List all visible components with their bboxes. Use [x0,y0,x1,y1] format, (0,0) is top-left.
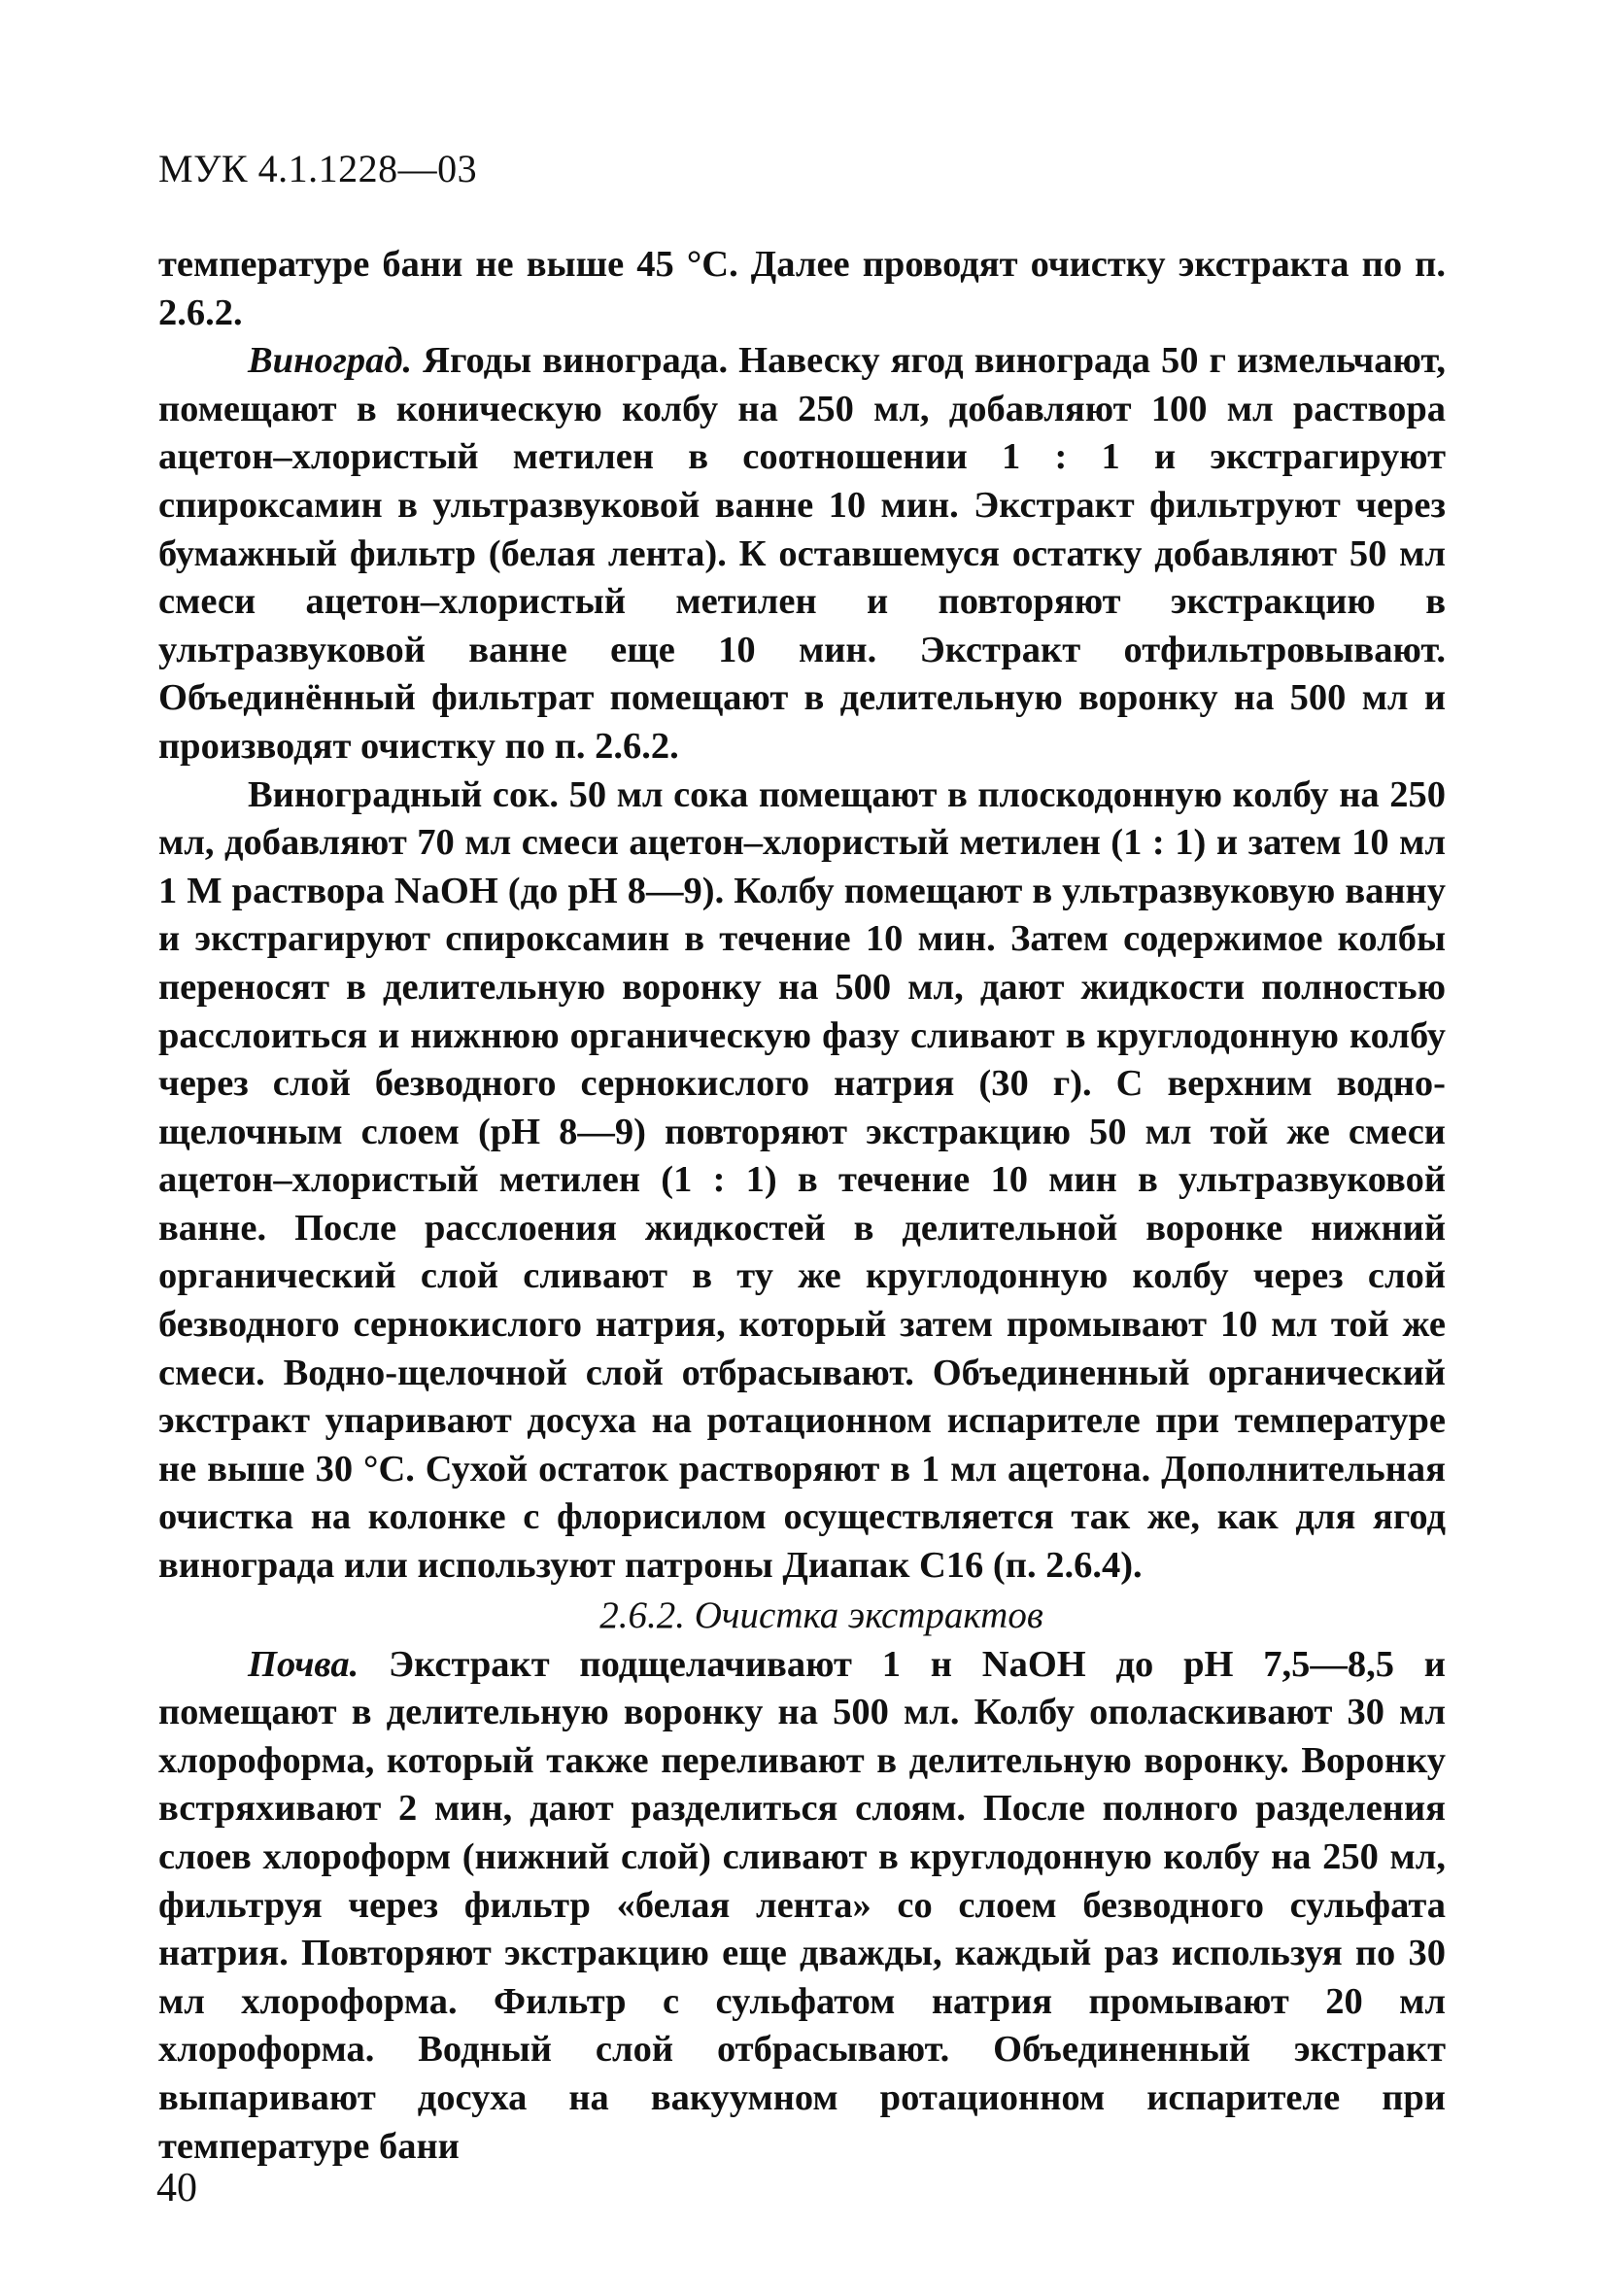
paragraph-text: Экстракт подщелачивают 1 н NaOH до pH 7,5—8,5 и помещают в делительную воронку на 500 мл. Колбу ополаскивают 30 мл хлороформа, который также переливают в делительную воронку. Воронку встряхивают 2 мин, дают разделиться слоям. После полного разделения слоев хлороформ (нижний слой) сливают в круглодонную колбу на 250 мл, фильтруя через фильтр «белая лента» со слоем безводного сульфата натрия. Повторяют экстракцию еще дважды, каждый раз используя по 30 мл хлороформа. Фильтр с сульфатом натрия промывают 20 мл хлороформа. Водный слой отбрасывают. Объединенный экстракт выпаривают досуха на вакуумном ротационном испарителе при температуре бани [158,1643,1446,2167]
paragraph-text: Ягоды винограда. Навеску ягод винограда 50 г измельчают, помещают в коническую колбу на 250 мл, добавляют 100 мл раствора ацетон–хлористый метилен в соотношении 1 : 1 и экстрагируют спироксамин в ультразвуковой ванне 10 мин. Экстракт фильтруют через бумажный фильтр (белая лента). К оставшемуся остатку добавляют 50 мл смеси ацетон–хлористый метилен и повторяют экстракцию в ультразвуковой ванне еще 10 мин. Экстракт отфильтровывают. Объединённый фильтрат помещают в делительную воронку на 500 мл и производят очистку по п. 2.6.2. [158,340,1446,767]
paragraph-text: Виноградный сок. 50 мл сока помещают в плоскодонную колбу на 250 мл, добавляют 70 мл смеси ацетон–хлористый метилен (1 : 1) и затем 10 мл 1 М раствора NaOH (до pH 8—9). Колбу помещают в ультразвуковую ванну и экстрагируют спироксамин в течение 10 мин. Затем содержимое колбы переносят в делительную воронку на 500 мл, дают жидкости полностью расслоиться и нижнюю органическую фазу сливают в круглодонную колбу через слой безводного сернокислого натрия (30 г). С верхним водно-щелочным слоем (pH 8—9) повторяют экстракцию 50 мл той же смеси ацетон–хлористый метилен (1 : 1) в течение 10 мин в ультразвуковой ванне. После расслоения жидкостей в делительной воронке нижний органический слой сливают в ту же круглодонную колбу через слой безводного сернокислого натрия, который затем промывают 10 мл той же смеси. Водно-щелочной слой отбрасывают. Объединенный органический экстракт упаривают досуха на ротационном испарителе при температуре не выше 30 °С. Сухой остаток растворяют в 1 мл ацетона. Дополнительная очистка на колонке с флорисилом осуществляется так же, как для ягод винограда или используют патроны Диапак С16 (п. 2.6.4). [158,773,1446,1587]
paragraph-lead: Почва. [248,1643,359,1685]
paragraph-continuation [158,241,1446,337]
paragraph-grape-juice [158,771,1446,1591]
section-heading: 2.6.2. Очистка экстрактов [599,1593,1043,1636]
paragraph-soil [158,1641,1446,2172]
body-text [158,241,1446,2171]
paragraph-lead: Виноград. [248,340,413,382]
paragraph-text: температуре бани не выше 45 °С. Далее проводят очистку экстракта по п. 2.6.2. [158,244,1446,333]
page-number: 40 [156,2166,197,2210]
paragraph-grapes [158,337,1446,771]
running-head: МУК 4.1.1228—03 [158,147,478,190]
